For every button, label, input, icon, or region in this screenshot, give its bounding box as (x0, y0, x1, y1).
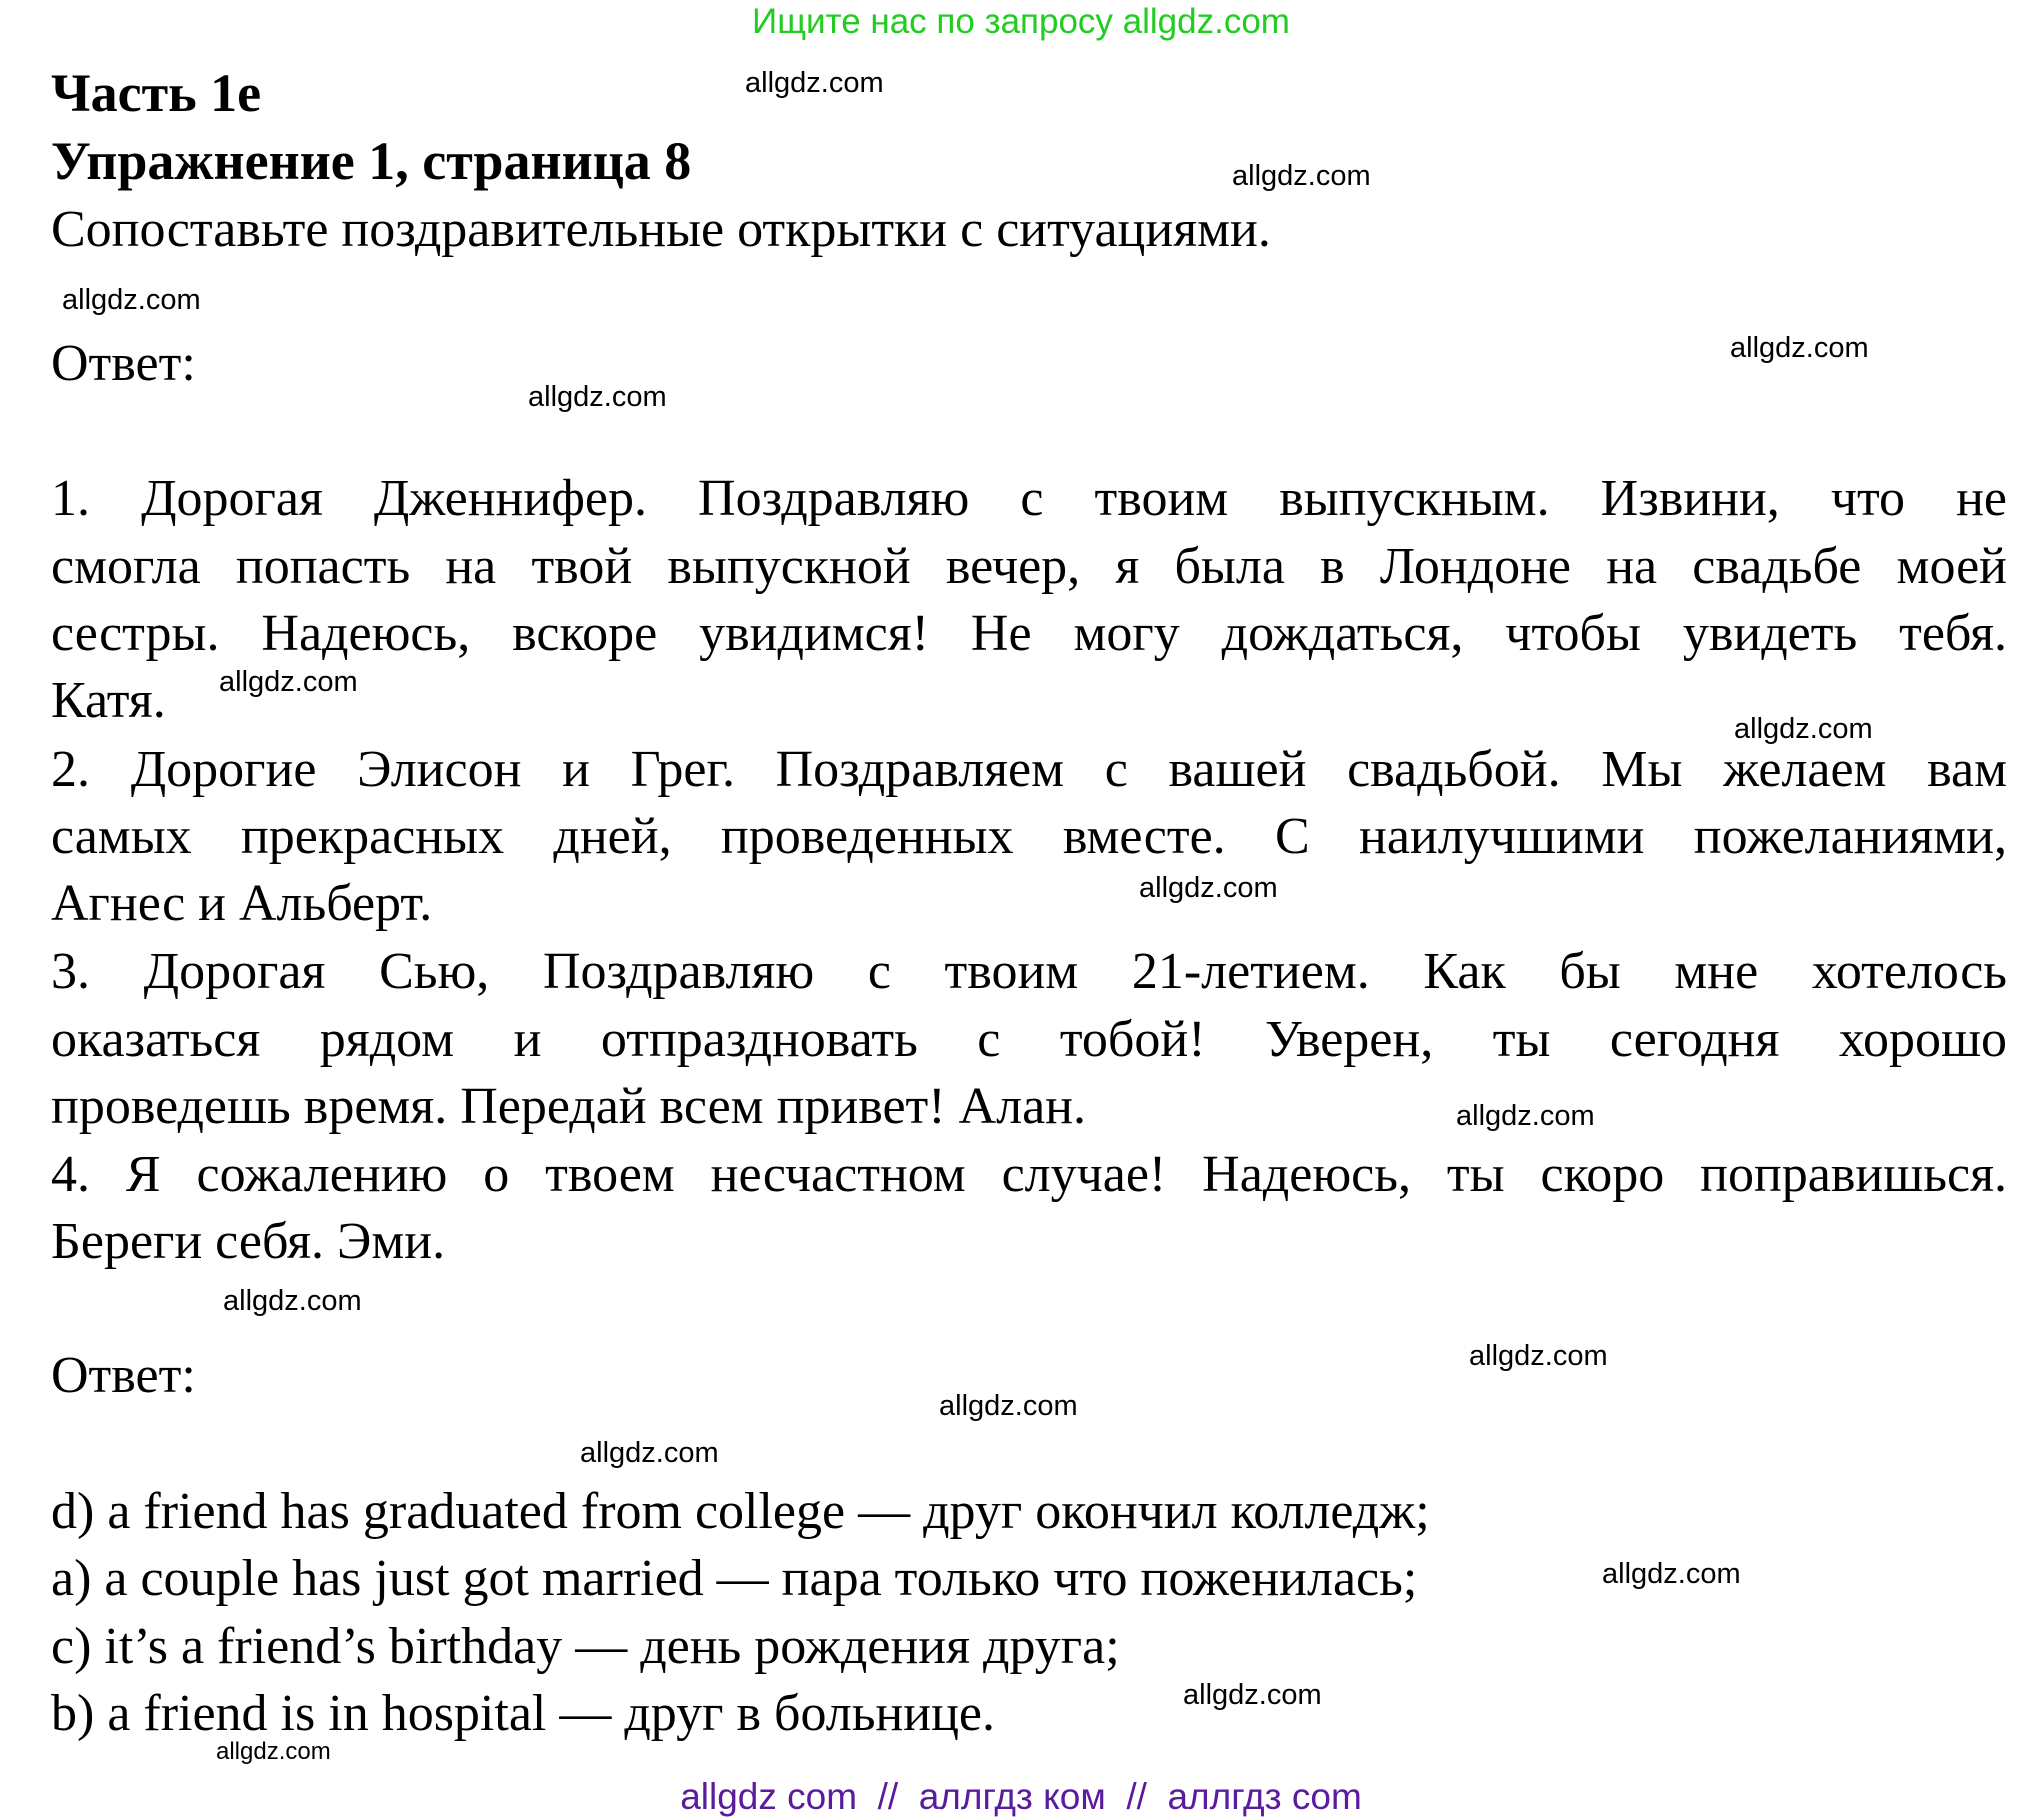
watermark: allgdz.com (1139, 872, 1278, 904)
watermark: allgdz.com (939, 1390, 1078, 1422)
item-4-line: Береги себя. Эми. (51, 1213, 446, 1270)
item-1-line: смогла попасть на твой выпускной вечер, я была в Лондоне на свадьбе моей (51, 538, 2007, 595)
item-2-line: 2. Дорогие Элисон и Грег. Поздравляем с вашей свадьбой. Мы желаем вам (51, 741, 2007, 798)
search-hint-banner: Ищите нас по запросу allgdz.com (752, 2, 1290, 41)
item-2-line: самых прекрасных дней, проведенных вместе. С наилучшими пожеланиями, (51, 808, 2007, 865)
watermark: allgdz.com (219, 666, 358, 698)
item-3-line: проведешь время. Передай всем привет! Алан. (51, 1078, 1086, 1135)
item-2-line: Агнес и Альберт. (51, 875, 433, 932)
answer-line: b) a friend is in hospital — друг в больнице. (51, 1685, 995, 1742)
item-1-line: Катя. (51, 672, 166, 729)
answer-line: c) it’s a friend’s birthday — день рождения друга; (51, 1618, 1120, 1675)
item-1-line: сестры. Надеюсь, вскоре увидимся! Не могу дождаться, чтобы увидеть тебя. (51, 605, 2007, 662)
answer-label: Ответ: (51, 335, 196, 392)
watermark: allgdz.com (1469, 1340, 1608, 1372)
watermark: allgdz.com (223, 1285, 362, 1317)
footer-links: allgdz com // аллгдз ком // аллгдз com (680, 1776, 1362, 1817)
item-3-line: 3. Дорогая Сью, Поздравляю с твоим 21-летием. Как бы мне хотелось (51, 943, 2007, 1000)
answer-line: a) a couple has just got married — пара только что поженилась; (51, 1550, 1418, 1607)
watermark: allgdz.com (1456, 1100, 1595, 1132)
instruction: Сопоставьте поздравительные открытки с ситуациями. (51, 201, 1271, 258)
watermark: allgdz.com (216, 1738, 331, 1765)
watermark: allgdz.com (62, 284, 201, 316)
answer-line: d) a friend has graduated from college — друг окончил колледж; (51, 1483, 1430, 1540)
watermark: allgdz.com (528, 381, 667, 413)
watermark: allgdz.com (745, 67, 884, 99)
item-1-line: 1. Дорогая Дженнифер. Поздравляю с твоим выпускным. Извини, что не (51, 470, 2007, 527)
watermark: allgdz.com (1183, 1679, 1322, 1711)
part-title: Часть 1e (51, 63, 262, 123)
watermark: allgdz.com (580, 1437, 719, 1469)
item-4-line: 4. Я сожалению о твоем несчастном случае! Надеюсь, ты скоро поправишься. (51, 1146, 2007, 1203)
watermark: allgdz.com (1602, 1558, 1741, 1590)
exercise-title: Упражнение 1, страница 8 (51, 131, 692, 191)
watermark: allgdz.com (1734, 713, 1873, 745)
watermark: allgdz.com (1232, 160, 1371, 192)
answer-label: Ответ: (51, 1347, 196, 1404)
item-3-line: оказаться рядом и отпраздновать с тобой! Уверен, ты сегодня хорошо (51, 1011, 2007, 1068)
watermark: allgdz.com (1730, 332, 1869, 364)
